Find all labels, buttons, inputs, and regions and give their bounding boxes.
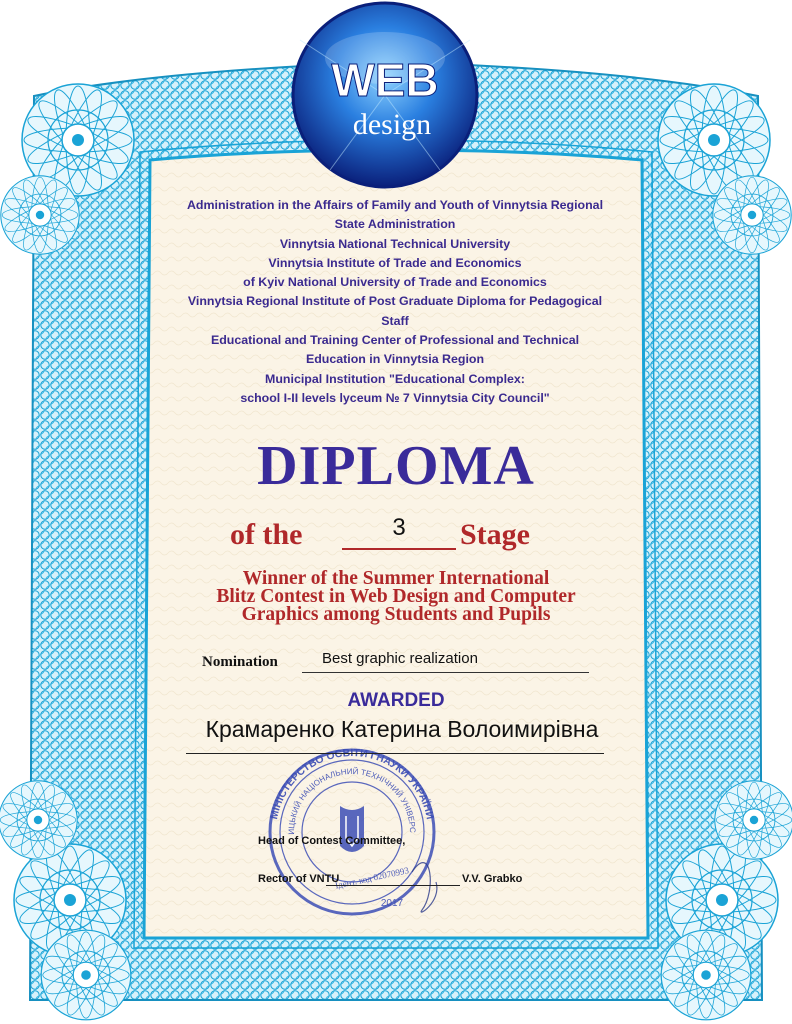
recipient-underline: [186, 753, 604, 754]
signatory-title: Head of Contest Committee,: [258, 835, 406, 847]
issuer-line: Administration in the Affairs of Family and Youth of Vinnytsia Regional: [186, 198, 604, 212]
issuer-line: Vinnytsia Regional Institute of Post Graduate Diploma for Pedagogical: [187, 294, 603, 309]
stage-prefix: of the: [230, 518, 303, 551]
winner-line: Graphics among Students and Pupils: [241, 604, 551, 625]
stage-suffix: Stage: [460, 518, 530, 551]
svg-text:Ідент. код 02070993: Ідент. код 02070993: [334, 865, 410, 891]
winner-line: Blitz Contest in Web Design and Computer: [216, 586, 576, 607]
winner-description: [150, 570, 642, 624]
nomination-value: Best graphic realization: [322, 650, 478, 667]
awarded-heading: AWARDED: [347, 690, 445, 711]
stage-number: 3: [392, 514, 406, 541]
issuing-organizations: [140, 196, 650, 408]
signatory-position: Rector of VNTU: [258, 873, 340, 885]
winner-line: Winner of the Summer International: [242, 568, 550, 589]
issuer-line: Vinnytsia Institute of Trade and Economics: [268, 255, 522, 270]
web-design-logo: [293, 3, 477, 187]
svg-text:design: design: [352, 108, 432, 141]
svg-text:2017: 2017: [380, 898, 404, 909]
nomination-label: Nomination: [202, 654, 278, 670]
issuer-line: of Kyiv National University of Trade and Economics: [243, 275, 547, 290]
issuer-line: Education in Vinnytsia Region: [305, 352, 485, 367]
signature-line: [326, 885, 460, 886]
issuer-line: State Administration: [334, 217, 456, 232]
svg-text:ВІННИЦЬКИЙ НАЦІОНАЛЬНИЙ ТЕХНІЧ: ИЦЬКИЙ НАЦІОНАЛЬНИЙ ТЕХНІЧНИЙ УНІВЕРС: [286, 766, 418, 835]
svg-text:WEB: WEB: [331, 54, 439, 106]
recipient-name: Крамаренко Катерина Волоимирівна: [205, 716, 599, 742]
issuer-line: Municipal Institution "Educational Complex:: [265, 371, 525, 386]
issuer-line: Vinnytsia National Technical University: [279, 236, 511, 251]
signatory-name: V.V. Grabko: [462, 873, 523, 885]
svg-text:МІНІСТЕРСТВО ОСВІТИ І НАУКИ УК: МІНІСТЕРСТВО ОСВІТИ І НАУКИ УКРАЇНИ: [268, 746, 436, 821]
diploma-title: DIPLOMA: [257, 435, 535, 497]
stage-underline: [342, 548, 456, 550]
issuer-line: school I-II levels lyceum № 7 Vinnytsia City Council": [240, 390, 550, 405]
nomination-underline: [302, 672, 589, 673]
issuer-line: Educational and Training Center of Professional and Technical: [210, 333, 580, 348]
issuer-line: Staff: [381, 313, 409, 328]
